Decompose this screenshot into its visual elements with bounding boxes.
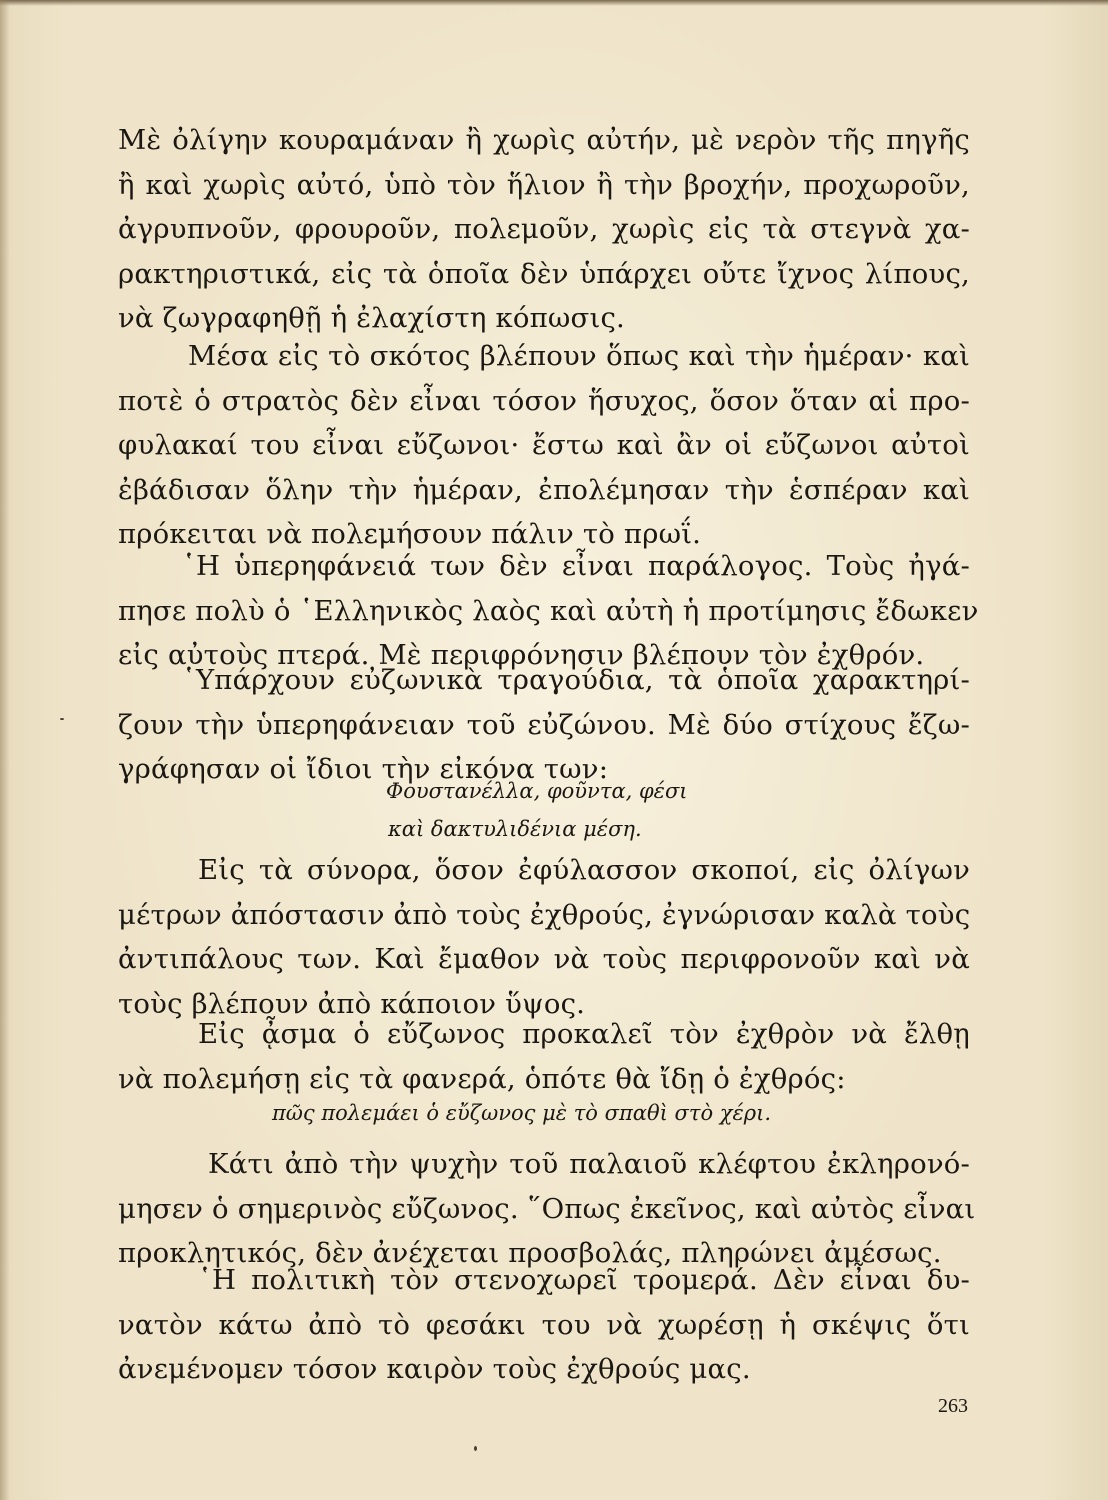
paragraph <box>118 334 970 557</box>
text-line: Εἰς ᾆσμα ὁ εὔζωνος προκαλεῖ τὸν ἐχθρὸν νὰ ἔλθῃ <box>198 1018 970 1050</box>
text-line: Κάτι ἀπὸ τὴν ψυχὴν τοῦ παλαιοῦ κλέφτου ἐκληρονό- <box>208 1148 970 1180</box>
verse-line-block <box>272 1094 872 1132</box>
verse-line: πῶς πολεμάει ὁ εὔζωνος μὲ τὸ σπαθὶ στὸ χέρι. <box>272 1101 772 1125</box>
paragraph <box>118 1258 970 1392</box>
paragraph <box>118 1012 970 1101</box>
text-line: μησεν ὁ σημερινὸς εὔζωνος. ῞Οπως ἐκεῖνος, καὶ αὐτὸς εἶναι <box>118 1192 976 1225</box>
text-line: ἀγρυπνοῦν, φρουροῦν, πολεμοῦν, χωρὶς εἰς τὰ στεγνὰ χα- <box>118 213 970 246</box>
verse-line: καὶ δακτυλιδένια μέση. <box>388 817 642 841</box>
paper-speck <box>474 1446 477 1451</box>
text-line: ἀντιπάλους των. Καὶ ἔμαθον νὰ τοὺς περιφρονοῦν καὶ νὰ <box>118 943 970 976</box>
text-line: φυλακαί του εἶναι εὔζωνοι· ἔστω καὶ ἂν οἱ εὔζωνοι αὐτοὶ <box>118 429 970 462</box>
page-number: 263 <box>938 1395 968 1417</box>
verse-couplet <box>386 772 786 848</box>
text-line: προκλητικός, δὲν ἀνέχεται προσβολάς, πληρώνει ἀμέσως. <box>118 1237 942 1270</box>
paragraph <box>118 848 970 1026</box>
text-line: νατὸν κάτω ἀπὸ τὸ φεσάκι του νὰ χωρέσῃ ἡ σκέψις ὅτι <box>118 1308 970 1341</box>
text-line: πρόκειται νὰ πολεμήσουν πάλιν τὸ πρωΐ. <box>118 518 702 551</box>
text-line: εἰς αὐτοὺς πτερά. Μὲ περιφρόνησιν βλέπουν τὸν ἐχθρόν. <box>118 639 925 672</box>
text-line: ἢ καὶ χωρὶς αὐτό, ὑπὸ τὸν ἥλιον ἢ τὴν βροχήν, προχωροῦν, <box>118 168 970 201</box>
paper-speck <box>60 718 64 720</box>
text-line: τοὺς βλέπουν ἀπὸ κάποιον ὕψος. <box>118 987 586 1020</box>
text-line: ζουν τὴν ὑπερηφάνειαν τοῦ εὐζώνου. Μὲ δύο στίχους ἔζω- <box>118 708 970 741</box>
verse-line: Φουστανέλλα, φοῦντα, φέσι <box>386 779 688 803</box>
text-line: ῾Η πολιτικὴ τὸν στενοχωρεῖ τρομερά. Δὲν εἶναι δυ- <box>198 1264 970 1296</box>
text-line: μέτρων ἀπόστασιν ἀπὸ τοὺς ἐχθρούς, ἐγνώρισαν καλὰ τοὺς <box>118 898 971 931</box>
text-line: γράφησαν οἱ ἴδιοι τὴν εἰκόνα των: <box>118 753 609 786</box>
page-top-edge <box>0 0 1108 6</box>
text-line: ρακτηριστικά, εἰς τὰ ὁποῖα δὲν ὑπάρχει οὔτε ἴχνος λίπους, <box>118 257 970 290</box>
text-line: Εἰς τὰ σύνορα, ὅσον ἐφύλασσον σκοποί, εἰς ὀλίγων <box>198 854 970 886</box>
text-line: ποτὲ ὁ στρατὸς δὲν εἶναι τόσον ἥσυχος, ὅσον ὅταν αἱ προ- <box>118 384 970 417</box>
text-line: νὰ ζωγραφηθῇ ἡ ἐλαχίστη κόπωσις. <box>118 302 625 335</box>
text-line: Μὲ ὀλίγην κουραμάναν ἢ χωρὶς αὐτήν, μὲ νερὸν τῆς πηγῆς <box>118 124 970 156</box>
paragraph <box>118 118 970 341</box>
text-line: ῾Η ὑπερηφάνειά των δὲν εἶναι παράλογος. Τοὺς ἠγά- <box>182 550 970 582</box>
text-line: ῾Υπάρχουν εὐζωνικὰ τραγούδια, τὰ ὁποῖα χαρακτηρί- <box>182 664 970 696</box>
paragraph <box>118 1142 976 1276</box>
text-line: Μέσα εἰς τὸ σκότος βλέπουν ὅπως καὶ τὴν ἡμέραν· καὶ <box>188 340 970 372</box>
text-line: ἐβάδισαν ὅλην τὴν ἡμέραν, ἐπολέμησαν τὴν ἑσπέραν καὶ <box>118 473 970 506</box>
page-left-edge <box>0 0 10 1500</box>
text-line: πησε πολὺ ὁ ῾Ελληνικὸς λαὸς καὶ αὐτὴ ἡ προτίμησις ἔδωκεν <box>118 594 979 627</box>
text-line: νὰ πολεμήσῃ εἰς τὰ φανερά, ὁπότε θὰ ἴδῃ ὁ ἐχθρός: <box>118 1062 846 1095</box>
text-line: ἀνεμένομεν τόσον καιρὸν τοὺς ἐχθρούς μας. <box>118 1353 751 1386</box>
